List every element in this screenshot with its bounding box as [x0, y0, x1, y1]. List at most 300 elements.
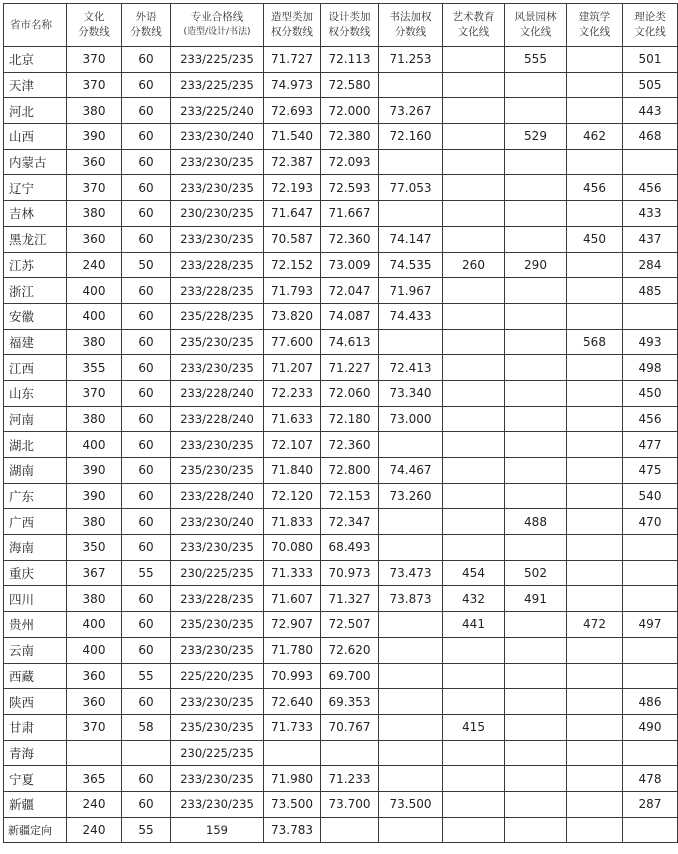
table-body	[4, 47, 678, 843]
header-design-weighted	[321, 4, 379, 47]
architecture-culture-cell	[567, 586, 623, 612]
major-qualify-line-cell: 235/230/235	[171, 612, 264, 638]
major-qualify-line-cell: 233/225/235	[171, 72, 264, 98]
design-weighted-cell: 72.000	[321, 98, 379, 124]
art-education-culture-cell	[443, 406, 505, 432]
province-cell: 江西	[4, 355, 67, 381]
table-row	[4, 303, 678, 329]
major-qualify-line-cell: 233/230/235	[171, 175, 264, 201]
art-education-culture-cell	[443, 175, 505, 201]
province-cell: 湖北	[4, 432, 67, 458]
major-qualify-line-cell: 233/228/235	[171, 252, 264, 278]
design-weighted-cell: 69.700	[321, 663, 379, 689]
art-education-culture-cell	[443, 689, 505, 715]
design-weighted-cell: 74.087	[321, 303, 379, 329]
header-line: 分数线	[130, 26, 162, 38]
foreign-language-score-cell: 60	[122, 406, 171, 432]
foreign-language-score-cell: 60	[122, 98, 171, 124]
design-weighted-cell: 72.360	[321, 226, 379, 252]
architecture-culture-cell	[567, 72, 623, 98]
culture-score-cell: 380	[67, 509, 122, 535]
table-row	[4, 355, 678, 381]
architecture-culture-cell: 472	[567, 612, 623, 638]
design-weighted-cell: 72.180	[321, 406, 379, 432]
theory-culture-cell: 468	[623, 124, 678, 150]
theory-culture-cell	[623, 560, 678, 586]
major-qualify-line-cell: 233/230/235	[171, 355, 264, 381]
header-line: 分数线	[78, 26, 110, 38]
art-education-culture-cell: 441	[443, 612, 505, 638]
theory-culture-cell	[623, 586, 678, 612]
theory-culture-cell: 456	[623, 406, 678, 432]
province-cell: 山东	[4, 380, 67, 406]
calligraphy-weighted-cell: 73.000	[379, 406, 443, 432]
theory-culture-cell: 284	[623, 252, 678, 278]
theory-culture-cell	[623, 817, 678, 843]
header-line: 文化线	[634, 26, 666, 38]
theory-culture-cell: 498	[623, 355, 678, 381]
major-qualify-line-cell: 233/228/235	[171, 586, 264, 612]
calligraphy-weighted-cell	[379, 201, 443, 227]
architecture-culture-cell	[567, 278, 623, 304]
major-qualify-line-cell: 233/228/240	[171, 483, 264, 509]
province-cell: 辽宁	[4, 175, 67, 201]
header-line: 理论类	[634, 11, 666, 23]
modeling-weighted-cell: 70.993	[264, 663, 321, 689]
header-line: 权分数线	[328, 26, 371, 38]
modeling-weighted-cell: 71.793	[264, 278, 321, 304]
art-education-culture-cell	[443, 355, 505, 381]
calligraphy-weighted-cell	[379, 72, 443, 98]
province-cell: 西藏	[4, 663, 67, 689]
theory-culture-cell: 540	[623, 483, 678, 509]
culture-score-cell: 400	[67, 303, 122, 329]
art-education-culture-cell	[443, 278, 505, 304]
design-weighted-cell: 70.767	[321, 714, 379, 740]
foreign-language-score-cell: 55	[122, 560, 171, 586]
foreign-language-score-cell: 60	[122, 766, 171, 792]
landscape-culture-cell: 529	[505, 124, 567, 150]
calligraphy-weighted-cell	[379, 766, 443, 792]
calligraphy-weighted-cell: 74.147	[379, 226, 443, 252]
landscape-culture-cell: 488	[505, 509, 567, 535]
culture-score-cell: 370	[67, 47, 122, 73]
province-cell: 青海	[4, 740, 67, 766]
design-weighted-cell: 72.093	[321, 149, 379, 175]
header-major-qualify-line	[171, 4, 264, 47]
foreign-language-score-cell: 50	[122, 252, 171, 278]
province-cell: 新疆	[4, 791, 67, 817]
calligraphy-weighted-cell	[379, 714, 443, 740]
landscape-culture-cell	[505, 149, 567, 175]
foreign-language-score-cell: 60	[122, 689, 171, 715]
foreign-language-score-cell: 60	[122, 637, 171, 663]
design-weighted-cell: 72.153	[321, 483, 379, 509]
header-line: 造型类加	[271, 11, 313, 23]
culture-score-cell: 400	[67, 278, 122, 304]
architecture-culture-cell	[567, 355, 623, 381]
province-cell: 新疆定向	[4, 817, 67, 843]
theory-culture-cell: 287	[623, 791, 678, 817]
table-row	[4, 535, 678, 561]
modeling-weighted-cell: 72.107	[264, 432, 321, 458]
art-education-culture-cell	[443, 766, 505, 792]
province-cell: 安徽	[4, 303, 67, 329]
major-qualify-line-cell: 233/230/235	[171, 689, 264, 715]
culture-score-cell: 365	[67, 766, 122, 792]
major-qualify-line-cell: 233/228/240	[171, 380, 264, 406]
province-cell: 陕西	[4, 689, 67, 715]
calligraphy-weighted-cell	[379, 612, 443, 638]
province-cell: 贵州	[4, 612, 67, 638]
landscape-culture-cell	[505, 226, 567, 252]
modeling-weighted-cell: 71.840	[264, 458, 321, 484]
landscape-culture-cell	[505, 380, 567, 406]
culture-score-cell: 240	[67, 252, 122, 278]
table-row	[4, 483, 678, 509]
major-qualify-line-cell: 233/230/235	[171, 226, 264, 252]
modeling-weighted-cell: 72.640	[264, 689, 321, 715]
calligraphy-weighted-cell: 73.500	[379, 791, 443, 817]
modeling-weighted-cell: 73.500	[264, 791, 321, 817]
design-weighted-cell: 72.580	[321, 72, 379, 98]
landscape-culture-cell: 555	[505, 47, 567, 73]
theory-culture-cell: 470	[623, 509, 678, 535]
table-row	[4, 637, 678, 663]
landscape-culture-cell	[505, 740, 567, 766]
design-weighted-cell: 71.667	[321, 201, 379, 227]
landscape-culture-cell	[505, 714, 567, 740]
calligraphy-weighted-cell: 73.340	[379, 380, 443, 406]
table-row	[4, 72, 678, 98]
culture-score-cell: 380	[67, 98, 122, 124]
table-row	[4, 740, 678, 766]
landscape-culture-cell	[505, 791, 567, 817]
table-row	[4, 663, 678, 689]
table-row	[4, 766, 678, 792]
architecture-culture-cell	[567, 483, 623, 509]
art-education-culture-cell	[443, 458, 505, 484]
culture-score-cell: 360	[67, 149, 122, 175]
art-education-culture-cell	[443, 663, 505, 689]
art-education-culture-cell	[443, 535, 505, 561]
province-cell: 甘肃	[4, 714, 67, 740]
architecture-culture-cell	[567, 766, 623, 792]
design-weighted-cell	[321, 740, 379, 766]
table-row	[4, 278, 678, 304]
architecture-culture-cell	[567, 714, 623, 740]
modeling-weighted-cell: 71.647	[264, 201, 321, 227]
major-qualify-line-cell: 233/225/240	[171, 98, 264, 124]
art-education-culture-cell	[443, 483, 505, 509]
table-row	[4, 149, 678, 175]
province-cell: 江苏	[4, 252, 67, 278]
calligraphy-weighted-cell: 74.535	[379, 252, 443, 278]
culture-score-cell: 400	[67, 637, 122, 663]
calligraphy-weighted-cell: 73.260	[379, 483, 443, 509]
header-modeling-weighted	[264, 4, 321, 47]
landscape-culture-cell	[505, 458, 567, 484]
architecture-culture-cell	[567, 535, 623, 561]
culture-score-cell: 355	[67, 355, 122, 381]
calligraphy-weighted-cell	[379, 637, 443, 663]
design-weighted-cell: 72.593	[321, 175, 379, 201]
table-row	[4, 252, 678, 278]
header-calligraphy-weighted	[379, 4, 443, 47]
calligraphy-weighted-cell	[379, 149, 443, 175]
table-row	[4, 560, 678, 586]
foreign-language-score-cell: 60	[122, 303, 171, 329]
calligraphy-weighted-cell	[379, 432, 443, 458]
table-row	[4, 226, 678, 252]
modeling-weighted-cell: 72.907	[264, 612, 321, 638]
culture-score-cell: 350	[67, 535, 122, 561]
design-weighted-cell: 72.620	[321, 637, 379, 663]
major-qualify-line-cell: 233/230/235	[171, 432, 264, 458]
calligraphy-weighted-cell: 72.413	[379, 355, 443, 381]
header-line: 外语	[135, 11, 157, 23]
major-qualify-line-cell: 233/230/235	[171, 791, 264, 817]
landscape-culture-cell	[505, 689, 567, 715]
table-header-row	[4, 4, 678, 47]
province-cell: 海南	[4, 535, 67, 561]
art-education-culture-cell	[443, 791, 505, 817]
table-row	[4, 380, 678, 406]
modeling-weighted-cell: 72.120	[264, 483, 321, 509]
header-line: 书法加权	[389, 11, 432, 23]
culture-score-cell: 370	[67, 714, 122, 740]
theory-culture-cell	[623, 637, 678, 663]
culture-score-cell: 400	[67, 612, 122, 638]
major-qualify-line-cell: 233/230/235	[171, 149, 264, 175]
theory-culture-cell	[623, 535, 678, 561]
province-cell: 黑龙江	[4, 226, 67, 252]
culture-score-cell: 400	[67, 432, 122, 458]
theory-culture-cell	[623, 303, 678, 329]
foreign-language-score-cell: 60	[122, 329, 171, 355]
calligraphy-weighted-cell	[379, 740, 443, 766]
art-education-culture-cell: 415	[443, 714, 505, 740]
art-education-culture-cell	[443, 380, 505, 406]
art-education-culture-cell	[443, 329, 505, 355]
design-weighted-cell: 69.353	[321, 689, 379, 715]
header-line: 文化线	[578, 26, 611, 38]
header-province	[4, 4, 67, 47]
modeling-weighted-cell: 77.600	[264, 329, 321, 355]
modeling-weighted-cell: 71.980	[264, 766, 321, 792]
header-line: 权分数线	[271, 26, 313, 38]
architecture-culture-cell	[567, 149, 623, 175]
design-weighted-cell	[321, 817, 379, 843]
landscape-culture-cell	[505, 663, 567, 689]
architecture-culture-cell	[567, 689, 623, 715]
art-education-culture-cell: 260	[443, 252, 505, 278]
architecture-culture-cell	[567, 98, 623, 124]
foreign-language-score-cell: 55	[122, 817, 171, 843]
architecture-culture-cell	[567, 560, 623, 586]
landscape-culture-cell	[505, 355, 567, 381]
foreign-language-score-cell: 60	[122, 226, 171, 252]
major-qualify-line-cell: 230/225/235	[171, 560, 264, 586]
province-cell: 云南	[4, 637, 67, 663]
major-qualify-line-cell: 233/230/240	[171, 124, 264, 150]
landscape-culture-cell	[505, 175, 567, 201]
province-cell: 河南	[4, 406, 67, 432]
foreign-language-score-cell: 60	[122, 483, 171, 509]
landscape-culture-cell	[505, 432, 567, 458]
design-weighted-cell: 68.493	[321, 535, 379, 561]
table-row	[4, 817, 678, 843]
table-row	[4, 432, 678, 458]
theory-culture-cell: 485	[623, 278, 678, 304]
table-row	[4, 406, 678, 432]
foreign-language-score-cell	[122, 740, 171, 766]
culture-score-cell: 380	[67, 406, 122, 432]
landscape-culture-cell	[505, 72, 567, 98]
culture-score-cell: 380	[67, 586, 122, 612]
modeling-weighted-cell: 71.833	[264, 509, 321, 535]
theory-culture-cell: 493	[623, 329, 678, 355]
architecture-culture-cell: 456	[567, 175, 623, 201]
architecture-culture-cell: 450	[567, 226, 623, 252]
theory-culture-cell: 505	[623, 72, 678, 98]
theory-culture-cell: 477	[623, 432, 678, 458]
foreign-language-score-cell: 60	[122, 355, 171, 381]
landscape-culture-cell	[505, 637, 567, 663]
header-architecture-culture	[567, 4, 623, 47]
foreign-language-score-cell: 60	[122, 47, 171, 73]
table-row	[4, 124, 678, 150]
table-row	[4, 714, 678, 740]
foreign-language-score-cell: 60	[122, 535, 171, 561]
province-cell: 湖南	[4, 458, 67, 484]
major-qualify-line-cell: 233/228/235	[171, 278, 264, 304]
table-row	[4, 586, 678, 612]
province-cell: 吉林	[4, 201, 67, 227]
foreign-language-score-cell: 60	[122, 201, 171, 227]
header-line: 风景园林	[514, 11, 557, 23]
landscape-culture-cell	[505, 329, 567, 355]
design-weighted-cell: 72.800	[321, 458, 379, 484]
header-line: 艺术教育	[452, 11, 495, 23]
header-line: 专业合格线	[190, 11, 244, 23]
culture-score-cell	[67, 740, 122, 766]
foreign-language-score-cell: 60	[122, 791, 171, 817]
calligraphy-weighted-cell: 73.473	[379, 560, 443, 586]
art-education-culture-cell: 454	[443, 560, 505, 586]
modeling-weighted-cell: 71.733	[264, 714, 321, 740]
modeling-weighted-cell: 74.973	[264, 72, 321, 98]
major-qualify-line-cell: 230/230/235	[171, 201, 264, 227]
culture-score-cell: 360	[67, 663, 122, 689]
modeling-weighted-cell: 71.207	[264, 355, 321, 381]
design-weighted-cell: 71.233	[321, 766, 379, 792]
foreign-language-score-cell: 60	[122, 124, 171, 150]
modeling-weighted-cell: 70.080	[264, 535, 321, 561]
modeling-weighted-cell	[264, 740, 321, 766]
calligraphy-weighted-cell: 71.253	[379, 47, 443, 73]
province-cell: 四川	[4, 586, 67, 612]
province-cell: 浙江	[4, 278, 67, 304]
architecture-culture-cell	[567, 252, 623, 278]
culture-score-cell: 380	[67, 201, 122, 227]
header-line: (造型/设计/书法)	[183, 27, 251, 37]
province-cell: 天津	[4, 72, 67, 98]
landscape-culture-cell	[505, 201, 567, 227]
score-table-container	[3, 3, 678, 843]
foreign-language-score-cell: 60	[122, 612, 171, 638]
architecture-culture-cell	[567, 740, 623, 766]
header-line: 文化线	[457, 26, 490, 38]
art-education-culture-cell	[443, 149, 505, 175]
culture-score-cell: 367	[67, 560, 122, 586]
province-cell: 宁夏	[4, 766, 67, 792]
province-cell: 北京	[4, 47, 67, 73]
table-row	[4, 329, 678, 355]
architecture-culture-cell	[567, 201, 623, 227]
culture-score-cell: 380	[67, 329, 122, 355]
design-weighted-cell: 72.380	[321, 124, 379, 150]
major-qualify-line-cell: 233/230/235	[171, 637, 264, 663]
calligraphy-weighted-cell: 73.873	[379, 586, 443, 612]
landscape-culture-cell: 502	[505, 560, 567, 586]
header-line: 分数线	[394, 26, 427, 38]
art-education-culture-cell: 432	[443, 586, 505, 612]
culture-score-cell: 370	[67, 175, 122, 201]
architecture-culture-cell: 568	[567, 329, 623, 355]
architecture-culture-cell: 462	[567, 124, 623, 150]
calligraphy-weighted-cell: 74.467	[379, 458, 443, 484]
calligraphy-weighted-cell	[379, 817, 443, 843]
table-row	[4, 201, 678, 227]
major-qualify-line-cell: 233/230/235	[171, 535, 264, 561]
theory-culture-cell	[623, 740, 678, 766]
calligraphy-weighted-cell	[379, 663, 443, 689]
major-qualify-line-cell: 230/225/235	[171, 740, 264, 766]
theory-culture-cell: 450	[623, 380, 678, 406]
art-education-culture-cell	[443, 432, 505, 458]
design-weighted-cell: 72.113	[321, 47, 379, 73]
landscape-culture-cell	[505, 483, 567, 509]
design-weighted-cell: 73.700	[321, 791, 379, 817]
foreign-language-score-cell: 60	[122, 72, 171, 98]
modeling-weighted-cell: 72.233	[264, 380, 321, 406]
major-qualify-line-cell: 235/228/235	[171, 303, 264, 329]
header-line: 省市名称	[10, 18, 52, 31]
theory-culture-cell: 443	[623, 98, 678, 124]
theory-culture-cell	[623, 149, 678, 175]
landscape-culture-cell	[505, 535, 567, 561]
art-education-culture-cell	[443, 226, 505, 252]
header-landscape-culture	[505, 4, 567, 47]
header-art-education-culture	[443, 4, 505, 47]
major-qualify-line-cell: 235/230/235	[171, 329, 264, 355]
modeling-weighted-cell: 72.693	[264, 98, 321, 124]
landscape-culture-cell: 290	[505, 252, 567, 278]
foreign-language-score-cell: 60	[122, 175, 171, 201]
landscape-culture-cell	[505, 406, 567, 432]
design-weighted-cell: 73.009	[321, 252, 379, 278]
table-row	[4, 175, 678, 201]
province-cell: 重庆	[4, 560, 67, 586]
header-theory-culture	[623, 4, 678, 47]
foreign-language-score-cell: 55	[122, 663, 171, 689]
foreign-language-score-cell: 60	[122, 380, 171, 406]
art-education-culture-cell	[443, 47, 505, 73]
culture-score-cell: 370	[67, 72, 122, 98]
art-education-culture-cell	[443, 637, 505, 663]
calligraphy-weighted-cell	[379, 329, 443, 355]
